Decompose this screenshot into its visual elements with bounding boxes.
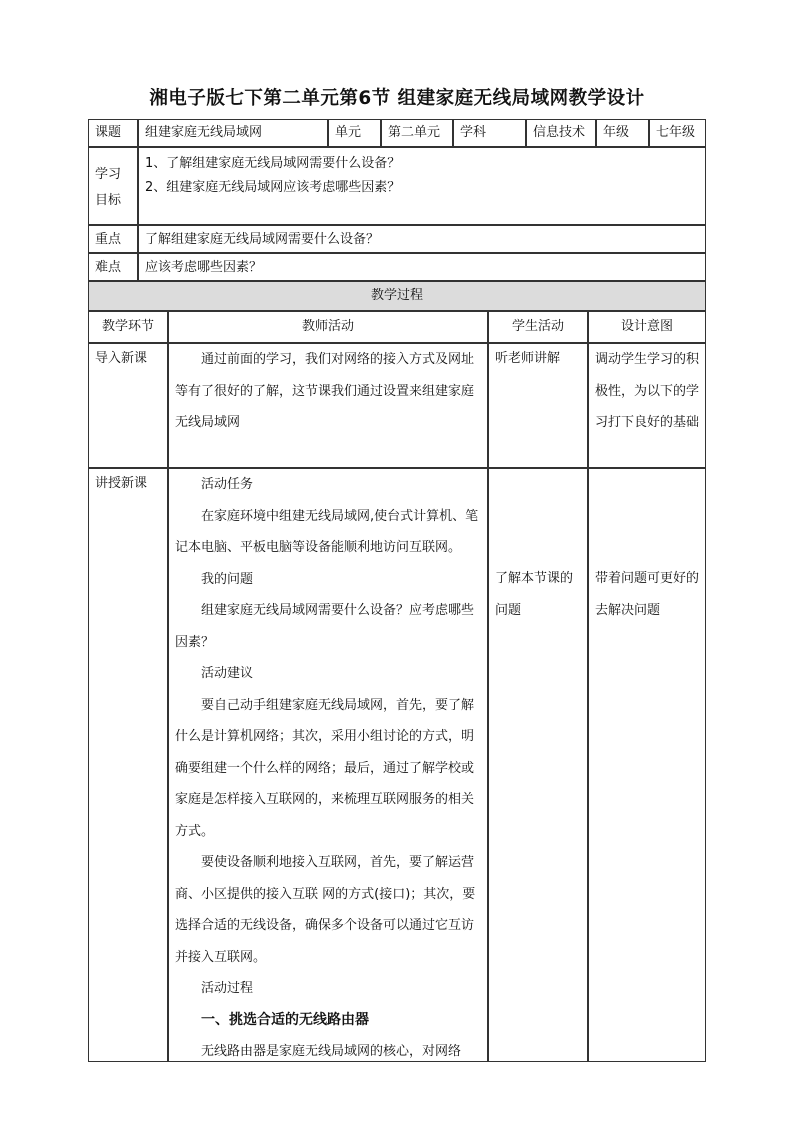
grade-value: 七年级 bbox=[649, 119, 706, 147]
topic-value: 组建家庭无线局域网 bbox=[138, 119, 328, 147]
lecture-paragraph: 活动任务 bbox=[201, 477, 254, 492]
process-header: 教学过程 bbox=[88, 281, 706, 311]
subject-value: 信息技术 bbox=[526, 119, 596, 147]
lecture-intent-text: 带着问题可更好的去解决问题 bbox=[595, 571, 700, 618]
intro-design-intent: 调动学生学习的积极性，为以下的学习打下良好的基础 bbox=[588, 343, 706, 468]
difficulty-value: 应该考虑哪些因素？ bbox=[138, 253, 706, 281]
key-point-value: 了解组建家庭无线局域网需要什么设备？ bbox=[138, 225, 706, 253]
lecture-paragraph: 在家庭环境中组建无线局域网,使台式计算机、笔记本电脑、平板电脑等设备能顺利地访问互联网。 bbox=[175, 508, 479, 555]
column-header-student: 学生活动 bbox=[488, 311, 588, 343]
lecture-stage: 讲授新课 bbox=[88, 468, 168, 1062]
key-point-label: 重点 bbox=[88, 225, 138, 253]
objectives-label bbox=[88, 147, 138, 225]
intro-teacher-text: 通过前面的学习，我们对网络的接入方式及网址等有了很好的了解，这节课我们通过设置来组建家庭无线局域网 bbox=[175, 352, 475, 430]
objectives-label-line2: 目标 bbox=[95, 193, 122, 208]
lecture-teacher-activity bbox=[168, 468, 488, 1062]
intro-student-activity: 听老师讲解 bbox=[488, 343, 588, 468]
intro-stage: 导入新课 bbox=[88, 343, 168, 468]
lecture-section-heading: 一、挑选合适的无线路由器 bbox=[201, 1011, 369, 1028]
objectives-label-line1: 学习 bbox=[95, 167, 122, 182]
column-header-intent: 设计意图 bbox=[588, 311, 706, 343]
lecture-paragraph: 要使设备顺利地接入互联网，首先，要了解运营商、小区提供的接入互联 网的方式(接口)；其次，要选择合适的无线设备，确保多个设备可以通过它互访并接入互联网。 bbox=[175, 855, 476, 965]
lecture-design-intent bbox=[588, 468, 706, 1062]
lecture-paragraph: 无线路由器是家庭无线局域网的核心，对网络 bbox=[201, 1044, 462, 1059]
unit-value: 第二单元 bbox=[381, 119, 453, 147]
objective-item: 2、组建家庭无线局域网应该考虑哪些因素？ bbox=[145, 180, 401, 195]
lecture-paragraph: 活动过程 bbox=[201, 981, 254, 996]
objective-item: 1、了解组建家庭无线局域网需要什么设备？ bbox=[145, 156, 401, 171]
lecture-paragraph: 活动建议 bbox=[201, 666, 254, 681]
column-header-stage: 教学环节 bbox=[88, 311, 168, 343]
column-header-teacher: 教师活动 bbox=[168, 311, 488, 343]
objectives-content bbox=[138, 147, 706, 225]
topic-label: 课题 bbox=[88, 119, 138, 147]
unit-label: 单元 bbox=[328, 119, 381, 147]
lecture-student-activity bbox=[488, 468, 588, 1062]
intro-teacher-activity bbox=[168, 343, 488, 468]
lecture-paragraph: 组建家庭无线局域网需要什么设备？应考虑哪些因素？ bbox=[175, 603, 475, 650]
document-title: 湘电子版七下第二单元第6节 组建家庭无线局域网教学设计 bbox=[149, 88, 645, 109]
difficulty-label: 难点 bbox=[88, 253, 138, 281]
lecture-student-text: 了解本节课的问题 bbox=[495, 571, 574, 618]
lecture-paragraph: 我的问题 bbox=[201, 571, 254, 587]
subject-label: 学科 bbox=[453, 119, 526, 147]
lecture-paragraph: 要自己动手组建家庭无线局域网，首先，要了解什么是计算机网络；其次，采用小组讨论的方式，明确要组建一个什么样的网络；最后，通过了解学校或 家庭是怎样接入互联网的，来梳理互联网服务的相关方式。 bbox=[175, 697, 475, 839]
grade-label: 年级 bbox=[596, 119, 649, 147]
